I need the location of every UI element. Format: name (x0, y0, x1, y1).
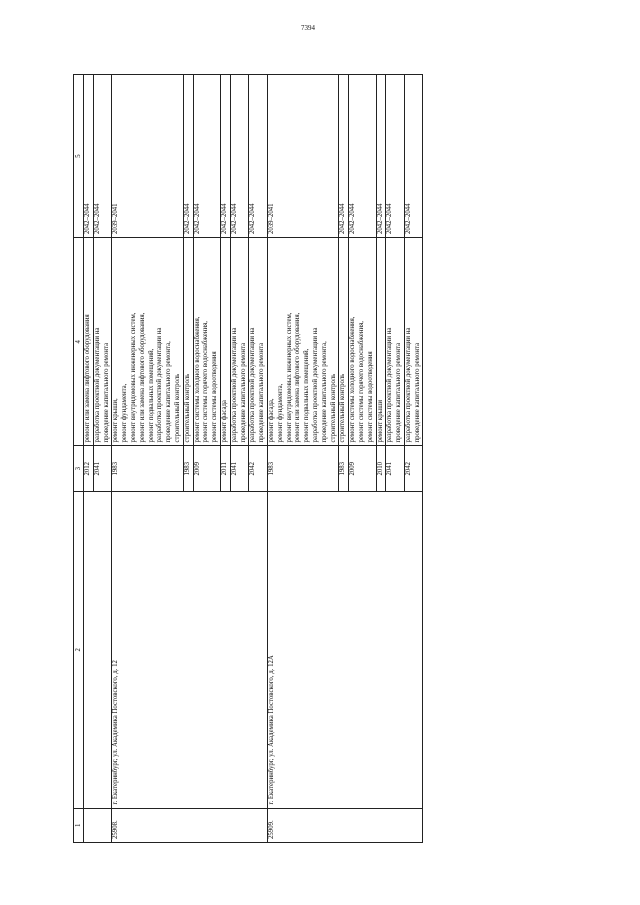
rotated-table-container (73, 74, 563, 843)
work-line: ремонт подвальных помещений, (147, 348, 155, 443)
planned-period: 2042–2044 (230, 75, 249, 238)
work-line: проведение капитального ремонта (258, 342, 266, 443)
work-line: ремонт системы холодного водоснабжения, (349, 316, 357, 443)
header-col-4: 4 (74, 238, 84, 446)
repair-schedule-table (73, 74, 423, 843)
object-number: 25908. (112, 808, 268, 842)
commissioning-year: 2042 (249, 446, 268, 491)
work-line: строительный контроль (339, 373, 347, 443)
planned-period: 2042–2044 (404, 75, 423, 238)
commissioning-year: 1983 (183, 446, 193, 491)
work-types (339, 238, 349, 446)
object-address (84, 491, 112, 808)
commissioning-year: 2041 (93, 446, 112, 491)
commissioning-year: 2009 (349, 446, 376, 491)
work-line: ремонт или замена лифтового оборудования, (294, 312, 302, 443)
work-line: ремонт или замена лифтового оборудования (84, 314, 91, 443)
work-types (349, 238, 376, 446)
planned-period: 2042–2044 (193, 75, 220, 238)
work-types (249, 238, 268, 446)
object-address: г. Екатеринбург, ул. Академика Постовского, д. 12 (112, 491, 268, 808)
page-number: 7394 (301, 24, 315, 32)
planned-period: 2042–2044 (349, 75, 376, 238)
work-line: ремонт фундамента, (121, 383, 129, 443)
work-types (183, 238, 193, 446)
work-line: ремонт внутридомовых инженерных систем, (285, 312, 293, 443)
commissioning-year: 2011 (220, 446, 230, 491)
work-types (193, 238, 220, 446)
work-types (230, 238, 249, 446)
commissioning-year: 1983 (339, 446, 349, 491)
planned-period: 2039–2041 (267, 75, 338, 238)
table-body (84, 75, 423, 843)
work-line: проведение капитального ремонта (102, 342, 110, 443)
work-line: строительный контроль (329, 373, 337, 443)
work-line: разработка проектной документации на (249, 327, 257, 443)
work-types (376, 238, 386, 446)
planned-period: 2042–2044 (93, 75, 112, 238)
work-line: разработка проектной документации на (404, 327, 412, 443)
work-line: проведение капитального ремонта (239, 342, 247, 443)
work-line: разработка проектной документации на (93, 327, 101, 443)
work-types (112, 238, 183, 446)
work-types (84, 238, 94, 446)
table-row (267, 75, 338, 843)
work-line: ремонт системы горячего водоснабжения, (202, 321, 210, 443)
planned-period: 2039–2041 (112, 75, 183, 238)
commissioning-year: 2010 (376, 446, 386, 491)
commissioning-year: 2041 (230, 446, 249, 491)
work-line: ремонт крыши, (112, 398, 120, 443)
work-line: ремонт или замена лифтового оборудования, (138, 312, 146, 443)
object-number: 25909. (267, 808, 423, 842)
work-line: строительный контроль (173, 373, 181, 443)
commissioning-year: 2009 (193, 446, 220, 491)
commissioning-year: 2041 (386, 446, 405, 491)
header-col-2: 2 (74, 491, 84, 808)
work-line: строительный контроль (183, 373, 191, 443)
object-address: г. Екатеринбург, ул. Академика Постовского, д. 12А (267, 491, 423, 808)
work-line: проведение капитального ремонта, (165, 341, 173, 443)
header-col-5: 5 (74, 75, 84, 238)
work-line: проведение капитального ремонта (395, 342, 403, 443)
object-number (84, 808, 112, 842)
work-line: ремонт системы холодного водоснабжения, (193, 316, 201, 443)
work-line: ремонт фасада, (267, 398, 275, 443)
commissioning-year: 2042 (404, 446, 423, 491)
planned-period: 2042–2044 (386, 75, 405, 238)
commissioning-year: 1983 (267, 446, 338, 491)
work-line: ремонт внутридомовых инженерных систем, (129, 312, 137, 443)
table-row (112, 75, 183, 843)
planned-period: 2042–2044 (376, 75, 386, 238)
work-line: ремонт крыши (376, 399, 384, 443)
work-types (220, 238, 230, 446)
commissioning-year: 1983 (112, 446, 183, 491)
planned-period: 2042–2044 (339, 75, 349, 238)
work-line: ремонт фасада (220, 400, 228, 443)
work-types (404, 238, 423, 446)
work-line: разработка проектной документации на (386, 327, 394, 443)
work-line: ремонт подвальных помещений, (303, 348, 311, 443)
planned-period: 2042–2044 (249, 75, 268, 238)
work-line: проведение капитального ремонта, (320, 341, 328, 443)
work-line: разработка проектной документации на (156, 327, 164, 443)
work-types (267, 238, 338, 446)
work-types (386, 238, 405, 446)
header-row (74, 75, 84, 843)
planned-period: 2042–2044 (220, 75, 230, 238)
table-row (84, 75, 94, 843)
header-col-1: 1 (74, 808, 84, 842)
work-line: проведение капитального ремонта (413, 342, 421, 443)
planned-period: 2042–2044 (183, 75, 193, 238)
planned-period: 2042–2044 (84, 75, 94, 238)
work-line: разработка проектной документации на (311, 327, 319, 443)
work-line: разработка проектной документации на (230, 327, 238, 443)
work-line: ремонт системы водоотведения (211, 351, 219, 443)
work-line: ремонт системы горячего водоснабжения, (357, 321, 365, 443)
commissioning-year: 2012 (84, 446, 94, 491)
header-col-3: 3 (74, 446, 84, 491)
work-types (93, 238, 112, 446)
work-line: ремонт системы водоотведения (366, 351, 374, 443)
work-line: ремонт фундамента, (276, 383, 284, 443)
